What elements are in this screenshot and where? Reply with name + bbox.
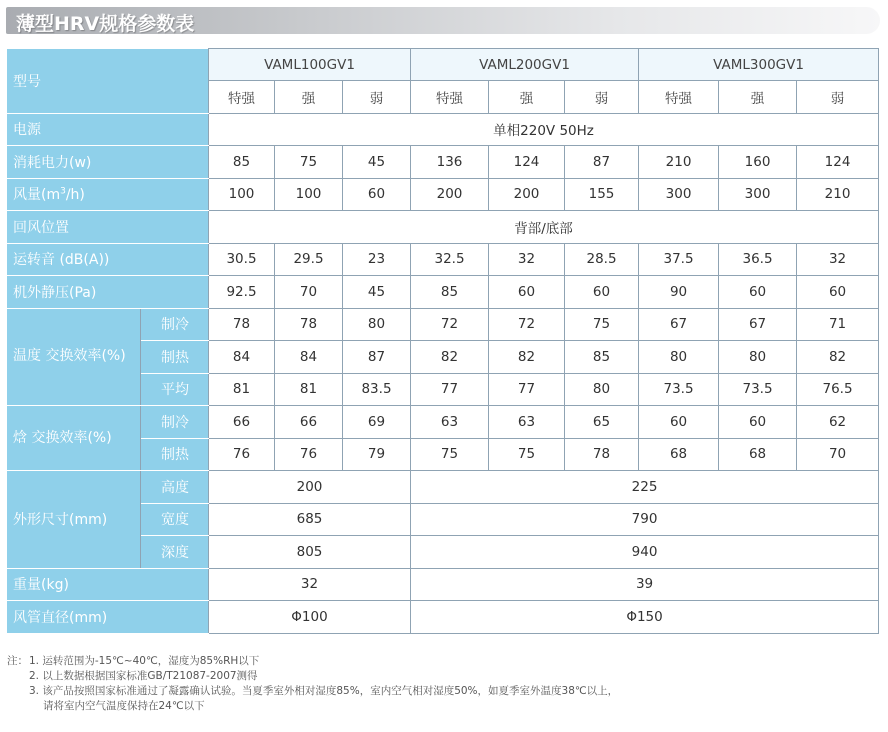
table-cell: 72: [489, 308, 565, 341]
table-cell: 66: [209, 406, 275, 439]
table-cell: 940: [411, 536, 879, 569]
label-duct: 风管直径(mm): [7, 601, 209, 634]
dim-height-row: [7, 471, 879, 504]
table-cell: 76.5: [797, 373, 879, 406]
table-cell: 72: [411, 308, 489, 341]
table-cell: Φ150: [411, 601, 879, 634]
table-cell: 75: [565, 308, 639, 341]
table-cell: 80: [565, 373, 639, 406]
table-cell: 67: [639, 308, 719, 341]
note-line: [7, 699, 883, 714]
table-cell: 63: [489, 406, 565, 439]
table-cell: 124: [489, 146, 565, 179]
mode-cell: 强: [489, 81, 565, 114]
table-cell: 32: [209, 568, 411, 601]
table-cell: 69: [343, 406, 411, 439]
table-cell: 300: [639, 178, 719, 211]
table-cell: 200: [411, 178, 489, 211]
note-text: 2. 以上数据根据国家标准GB/T21087-2007测得: [29, 670, 258, 682]
mode-cell: 特强: [209, 81, 275, 114]
table-cell: 84: [275, 341, 343, 374]
table-cell: 75: [411, 438, 489, 471]
sub-label-average: 平均: [141, 373, 209, 406]
title-bar: [6, 7, 880, 34]
table-cell: 32: [489, 243, 565, 276]
table-cell: 29.5: [275, 243, 343, 276]
table-cell: 225: [411, 471, 879, 504]
table-cell: 68: [639, 438, 719, 471]
notes-prefix: 注：: [7, 655, 28, 667]
return-air-row: [7, 211, 879, 244]
table-cell: 75: [275, 146, 343, 179]
table-cell: 82: [411, 341, 489, 374]
table-cell: 790: [411, 503, 879, 536]
table-cell: 80: [343, 308, 411, 341]
table-cell: 155: [565, 178, 639, 211]
table-cell: 100: [209, 178, 275, 211]
label-model: 型号: [7, 49, 209, 114]
table-cell: 82: [797, 341, 879, 374]
table-cell: 32.5: [411, 243, 489, 276]
table-cell: 85: [411, 276, 489, 309]
table-cell: 23: [343, 243, 411, 276]
table-cell: 70: [275, 276, 343, 309]
sub-label-cooling: 制冷: [141, 308, 209, 341]
table-cell: 60: [343, 178, 411, 211]
table-cell: Φ100: [209, 601, 411, 634]
page-title: 薄型HRV规格参数表: [16, 13, 195, 35]
airflow-label-prefix: 风量(m: [13, 187, 61, 204]
airflow-label-suffix: /h): [65, 187, 85, 204]
label-power-source: 电源: [7, 113, 209, 146]
table-cell: 300: [719, 178, 797, 211]
model-name: VAML300GV1: [639, 49, 879, 81]
table-cell: 60: [719, 276, 797, 309]
table-cell: 805: [209, 536, 411, 569]
table-cell: 65: [565, 406, 639, 439]
table-cell: 90: [639, 276, 719, 309]
table-cell: 83.5: [343, 373, 411, 406]
table-cell: 85: [209, 146, 275, 179]
table-cell: 124: [797, 146, 879, 179]
table-cell: 70: [797, 438, 879, 471]
notes: [7, 654, 883, 714]
table-cell: 78: [275, 308, 343, 341]
sub-label-cooling: 制冷: [141, 406, 209, 439]
airflow-label-sup: 3: [60, 186, 66, 197]
note-text: 1. 运转范围为-15℃~40℃，湿度为85%RH以下: [29, 655, 260, 667]
label-return-air: 回风位置: [7, 211, 209, 244]
table-cell: 82: [489, 341, 565, 374]
table-cell: 81: [275, 373, 343, 406]
table-cell: 84: [209, 341, 275, 374]
table-cell: 66: [275, 406, 343, 439]
temp-cooling-row: [7, 308, 879, 341]
mode-cell: 强: [719, 81, 797, 114]
sub-label-depth: 深度: [141, 536, 209, 569]
table-cell: 87: [343, 341, 411, 374]
noise-row: [7, 243, 879, 276]
table-cell: 60: [489, 276, 565, 309]
mode-cell: 强: [275, 81, 343, 114]
table-cell: 210: [797, 178, 879, 211]
table-cell: 68: [719, 438, 797, 471]
model-row: [7, 49, 879, 81]
mode-cell: 弱: [343, 81, 411, 114]
weight-row: [7, 568, 879, 601]
table-cell: 200: [489, 178, 565, 211]
label-power-consumption: 消耗电力(w): [7, 146, 209, 179]
mode-cell: 特强: [411, 81, 489, 114]
table-cell: 67: [719, 308, 797, 341]
table-cell: 200: [209, 471, 411, 504]
model-name: VAML100GV1: [209, 49, 411, 81]
note-text: 3. 该产品按照国家标准通过了凝露确认试验。当夏季室外相对湿度85%，室内空气相对湿度50%，如夏季室外温度38℃以上，: [29, 685, 619, 697]
note-line: [7, 684, 883, 699]
table-cell: 45: [343, 276, 411, 309]
table-cell: 81: [209, 373, 275, 406]
table-cell: 75: [489, 438, 565, 471]
sub-label-height: 高度: [141, 471, 209, 504]
table-cell: 85: [565, 341, 639, 374]
duct-row: [7, 601, 879, 634]
table-cell: 92.5: [209, 276, 275, 309]
power-source-value: 单相220V 50Hz: [209, 113, 879, 146]
label-weight: 重量(kg): [7, 568, 209, 601]
spec-table: [6, 48, 879, 634]
table-cell: 60: [565, 276, 639, 309]
power-consumption-row: [7, 146, 879, 179]
label-airflow: [7, 178, 209, 211]
table-cell: 210: [639, 146, 719, 179]
return-air-value: 背部/底部: [209, 211, 879, 244]
table-cell: 45: [343, 146, 411, 179]
note-text: 请将室内空气温度保持在24℃以下: [43, 700, 205, 712]
table-cell: 32: [797, 243, 879, 276]
airflow-row: [7, 178, 879, 211]
static-pressure-row: [7, 276, 879, 309]
table-cell: 60: [797, 276, 879, 309]
table-cell: 77: [411, 373, 489, 406]
table-cell: 79: [343, 438, 411, 471]
table-cell: 37.5: [639, 243, 719, 276]
table-cell: 80: [719, 341, 797, 374]
sub-label-width: 宽度: [141, 503, 209, 536]
model-name: VAML200GV1: [411, 49, 639, 81]
table-cell: 78: [209, 308, 275, 341]
enthalpy-cooling-row: [7, 406, 879, 439]
table-cell: 87: [565, 146, 639, 179]
table-cell: 63: [411, 406, 489, 439]
table-cell: 76: [275, 438, 343, 471]
power-source-row: [7, 113, 879, 146]
table-cell: 80: [639, 341, 719, 374]
sub-label-heating: 制热: [141, 438, 209, 471]
table-cell: 100: [275, 178, 343, 211]
table-cell: 685: [209, 503, 411, 536]
label-enthalpy-efficiency: 焓 交换效率(%): [7, 406, 141, 471]
label-dimensions: 外形尺寸(mm): [7, 471, 141, 569]
table-cell: 30.5: [209, 243, 275, 276]
mode-cell: 弱: [797, 81, 879, 114]
table-cell: 60: [639, 406, 719, 439]
table-cell: 160: [719, 146, 797, 179]
table-cell: 71: [797, 308, 879, 341]
label-static-pressure: 机外静压(Pa): [7, 276, 209, 309]
sub-label-heating: 制热: [141, 341, 209, 374]
table-cell: 39: [411, 568, 879, 601]
table-cell: 78: [565, 438, 639, 471]
table-cell: 62: [797, 406, 879, 439]
table-cell: 73.5: [639, 373, 719, 406]
table-cell: 28.5: [565, 243, 639, 276]
label-temp-efficiency: 温度 交换效率(%): [7, 308, 141, 406]
mode-cell: 特强: [639, 81, 719, 114]
table-cell: 76: [209, 438, 275, 471]
label-noise: 运转音 (dB(A)): [7, 243, 209, 276]
table-cell: 77: [489, 373, 565, 406]
note-line: [7, 654, 883, 669]
table-cell: 60: [719, 406, 797, 439]
mode-cell: 弱: [565, 81, 639, 114]
table-cell: 73.5: [719, 373, 797, 406]
table-cell: 136: [411, 146, 489, 179]
note-line: [7, 669, 883, 684]
table-cell: 36.5: [719, 243, 797, 276]
